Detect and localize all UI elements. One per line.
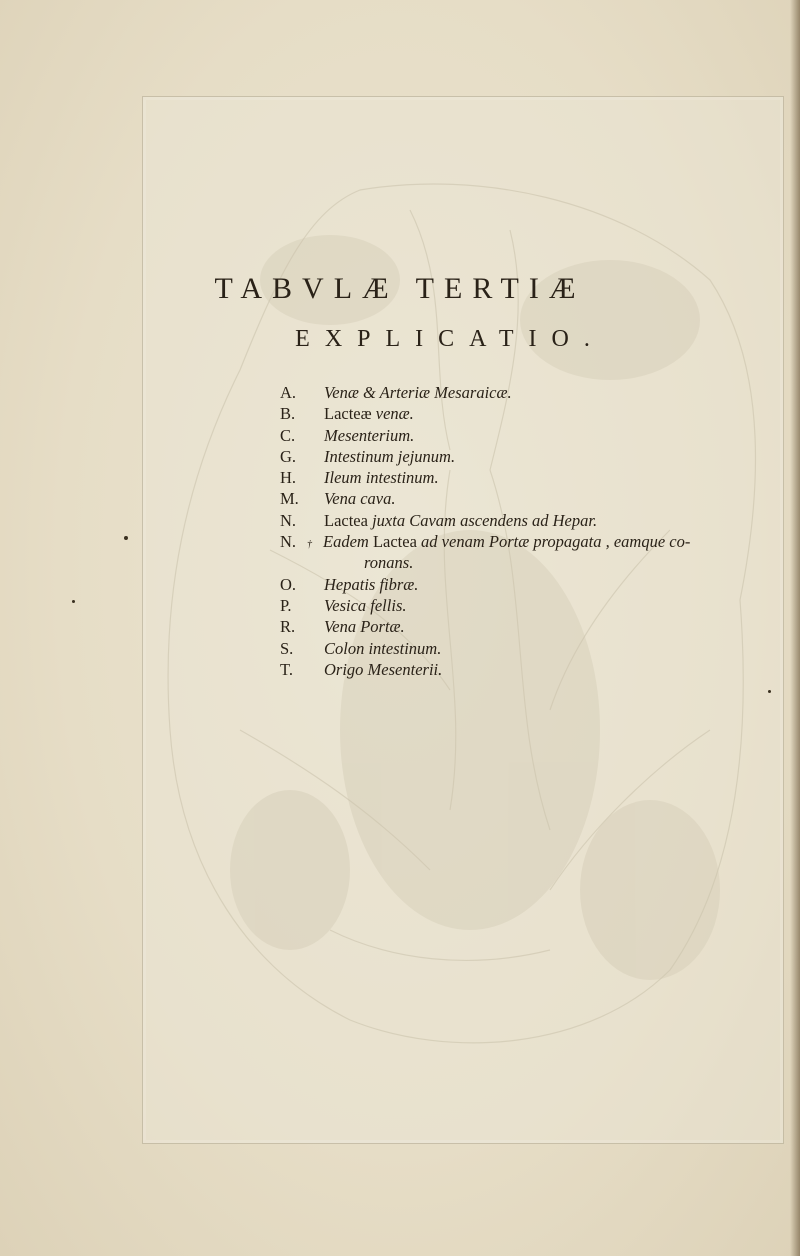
legend-description: [324, 467, 439, 488]
legend-description: [324, 510, 597, 531]
legend-text-part: Vesica fellis.: [324, 595, 407, 615]
legend-entry: [280, 467, 760, 488]
legend-text-part: venæ.: [375, 404, 414, 424]
legend-key: P.: [280, 595, 292, 615]
page-title: [0, 272, 800, 306]
legend-text-part: Origo Mesenterii.: [324, 659, 443, 679]
legend-key: O.: [280, 574, 297, 594]
legend-entry: [280, 403, 760, 424]
title-text: TABVLÆ TERTIÆ: [214, 272, 586, 305]
legend-entry: [280, 488, 760, 509]
legend-key: M.: [280, 489, 299, 509]
legend-key: H.: [280, 468, 297, 488]
legend-text-part: Lacteæ: [324, 404, 376, 424]
legend-description: [324, 403, 414, 424]
page-subtitle: [0, 326, 800, 353]
legend-entry: [280, 574, 760, 595]
legend-entry: [280, 659, 760, 680]
legend-text-part: Venæ & Arteriæ Mesaraicæ.: [324, 383, 512, 402]
legend-key: N.: [280, 532, 297, 552]
legend-text-part: Eadem: [323, 532, 373, 552]
legend-text-part: juxta Cavam ascendens ad Hepar.: [372, 510, 598, 530]
legend-text-part: Mesenterium.: [324, 425, 415, 445]
legend-text-part: Ileum intestinum.: [324, 468, 439, 488]
ink-speck: [768, 690, 771, 693]
legend-text-part: Lactea: [324, 510, 373, 530]
legend-text-part: Hepatis fibræ.: [324, 574, 419, 594]
legend-key: G.: [280, 446, 297, 466]
legend-description: [324, 425, 414, 446]
legend-text-part: Vena cava.: [324, 489, 396, 509]
legend-text-part: Colon intestinum.: [324, 638, 442, 658]
legend-entry: [280, 531, 760, 552]
legend-description: [324, 616, 405, 637]
dagger-mark: †: [307, 539, 312, 551]
legend-text-part: Lactea: [372, 532, 422, 552]
legend-description: [324, 446, 455, 467]
legend-key: C.: [280, 425, 296, 445]
legend-list: [280, 382, 760, 680]
legend-description: [324, 595, 406, 616]
legend-key: S.: [280, 638, 294, 658]
legend-description: [324, 382, 512, 403]
legend-entry: [280, 510, 760, 531]
legend-text-part: Vena Portæ.: [324, 617, 405, 637]
legend-description: [324, 488, 395, 509]
legend-description: [324, 574, 418, 595]
legend-key: A.: [280, 383, 297, 402]
ink-speck: [72, 600, 75, 603]
legend-entry: [280, 595, 760, 616]
legend-entry: [280, 446, 760, 467]
legend-entry: [280, 616, 760, 637]
legend-text-part: ad venam Portæ propagata , eamque co-: [421, 532, 691, 552]
legend-description: [324, 659, 442, 680]
legend-entry: [280, 638, 760, 659]
legend-text-part: Intestinum jejunum.: [324, 446, 456, 466]
subtitle-text: EXPLICATIO.: [295, 326, 605, 352]
legend-key: T.: [280, 659, 293, 679]
page-edge-shadow: [790, 0, 800, 1256]
legend-entry: [280, 382, 760, 403]
legend-continuation: ronans.: [364, 553, 414, 573]
legend-key: R.: [280, 617, 296, 637]
ink-speck: [124, 536, 128, 540]
legend-description: [324, 638, 441, 659]
legend-key: N.: [280, 510, 297, 530]
legend-key: B.: [280, 404, 296, 424]
legend-entry: [280, 425, 760, 446]
